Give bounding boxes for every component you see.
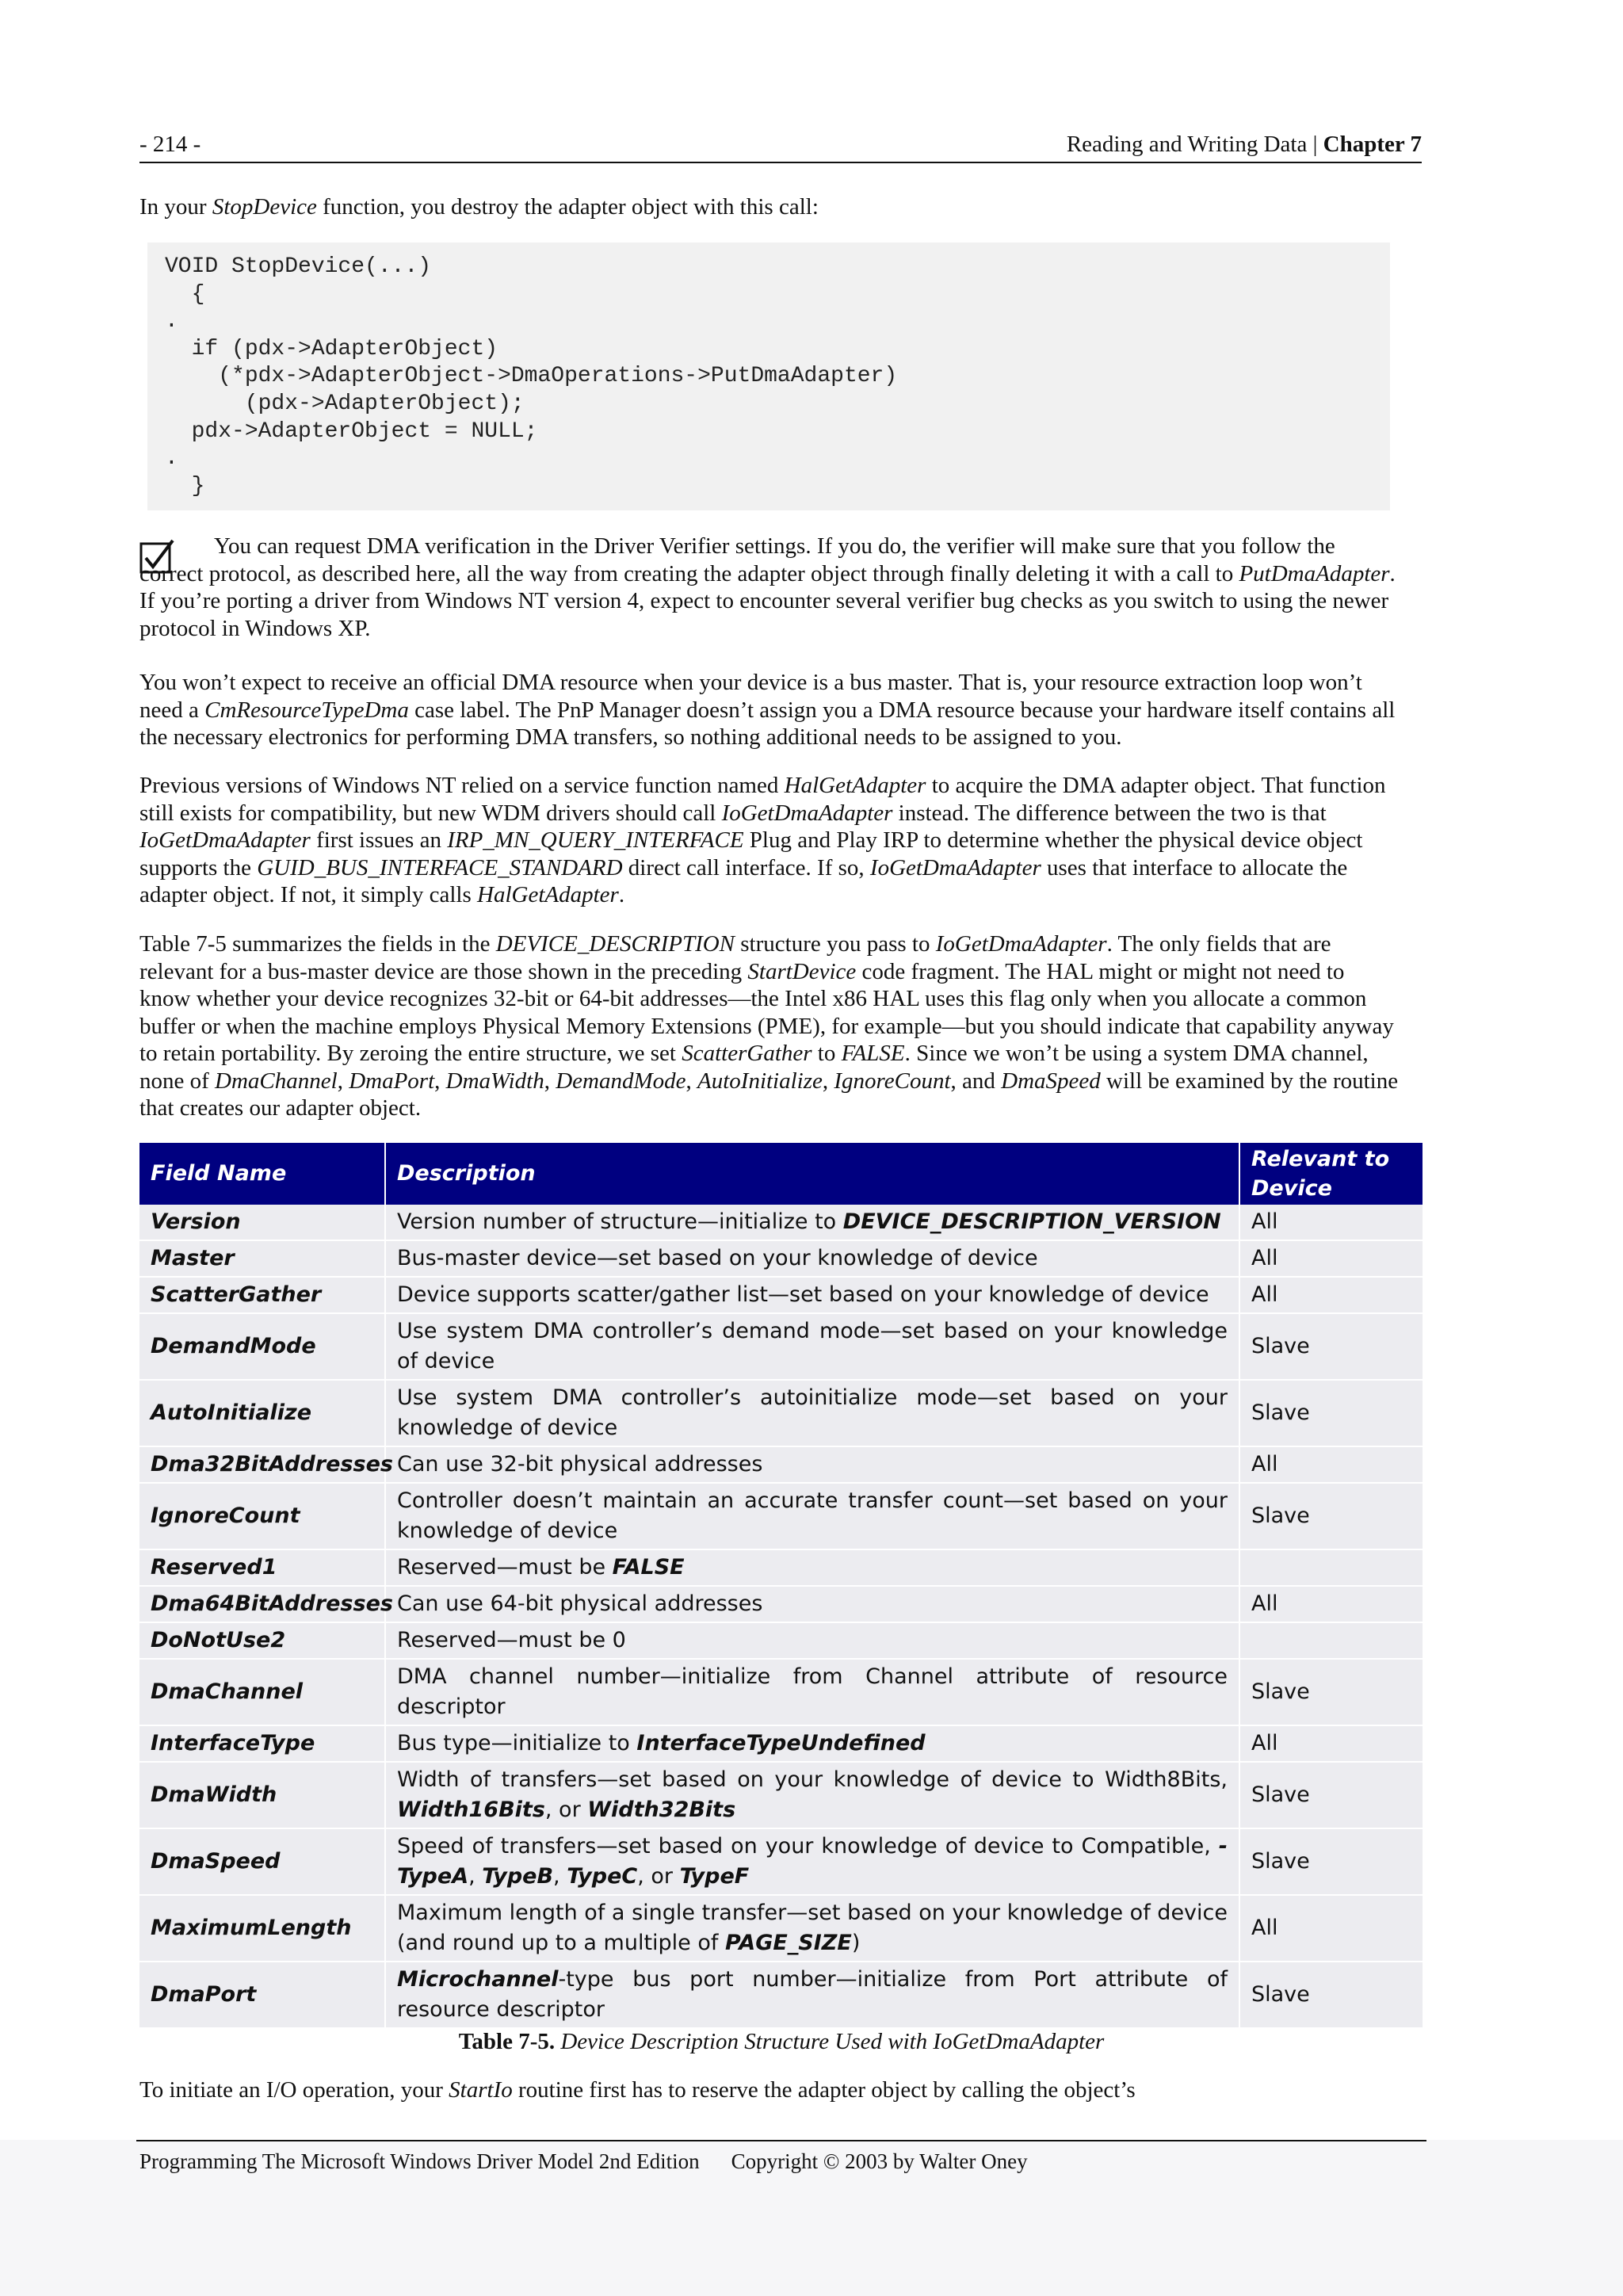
field-name: ScatterGather	[139, 1277, 385, 1313]
device-description-table	[139, 1143, 1424, 2029]
field-name: DmaWidth	[139, 1762, 385, 1828]
table-row	[139, 1895, 1423, 1962]
field-description: DMA channel number—initialize from Channel attribute of resource descriptor	[385, 1659, 1239, 1725]
field-name: Dma64BitAddresses	[139, 1586, 385, 1622]
book-title: Programming The Microsoft Windows Driver Model 2nd Edition	[139, 2149, 700, 2173]
footer-rule	[136, 2140, 1426, 2141]
field-description: Microchannel-type bus port number—initialize from Port attribute of resource descriptor	[385, 1962, 1239, 2028]
code-block: VOID StopDevice(...) { . if (pdx->AdapterObject) (*pdx->AdapterObject->DmaOperations->PutDmaAdapter) (pdx->AdapterObject); pdx->AdapterObject = NULL; . }	[147, 243, 1390, 510]
field-relevance: Slave	[1239, 1380, 1423, 1446]
field-relevance: All	[1239, 1725, 1423, 1762]
field-description: Bus-master device—set based on your knowledge of device	[385, 1240, 1239, 1277]
field-description: Controller doesn’t maintain an accurate transfer count—set based on your knowledge of device	[385, 1483, 1239, 1549]
page-number: - 214 -	[139, 132, 201, 157]
chapter-title: Reading and Writing Data | Chapter 7	[1066, 132, 1422, 157]
field-description: Bus type—initialize to InterfaceTypeUndefined	[385, 1725, 1239, 1762]
page-header	[139, 130, 1422, 163]
field-name: Reserved1	[139, 1549, 385, 1586]
field-name: DmaPort	[139, 1962, 385, 2028]
column-header-description: Description	[385, 1143, 1239, 1205]
field-relevance: All	[1239, 1446, 1423, 1483]
field-name: DmaChannel	[139, 1659, 385, 1725]
field-relevance: Slave	[1239, 1762, 1423, 1828]
field-relevance: Slave	[1239, 1313, 1423, 1380]
field-name: DemandMode	[139, 1313, 385, 1380]
field-relevance: All	[1239, 1205, 1423, 1240]
table-row	[139, 1962, 1423, 2028]
field-name: DmaSpeed	[139, 1828, 385, 1895]
table-row	[139, 1446, 1423, 1483]
table-row	[139, 1549, 1423, 1586]
table-row	[139, 1380, 1423, 1446]
field-name: MaximumLength	[139, 1895, 385, 1962]
page-footer	[139, 2149, 1028, 2174]
field-name: IgnoreCount	[139, 1483, 385, 1549]
field-name: Master	[139, 1240, 385, 1277]
table-header-row	[139, 1143, 1423, 1205]
field-relevance: All	[1239, 1240, 1423, 1277]
field-relevance: Slave	[1239, 1659, 1423, 1725]
field-description: Version number of structure—initialize to DEVICE_DESCRIPTION_VERSION	[385, 1205, 1239, 1240]
table-row	[139, 1622, 1423, 1659]
bus-master-paragraph: You won’t expect to receive an official DMA resource when your device is a bus master. That is, your resource extraction loop won’t need a CmResourceTypeDma case label. The PnP Manager doesn’t assign you a DMA resource because your hardware itself contains all the necessary electronics for performing DMA transfers, so nothing additional needs to be assigned to you.	[139, 670, 1396, 750]
startio-paragraph: To initiate an I/O operation, your StartIo routine first has to reserve the adapter object by calling the object’s	[139, 2077, 1136, 2103]
table-row	[139, 1483, 1423, 1549]
copyright: Copyright © 2003 by Walter Oney	[731, 2149, 1028, 2173]
field-relevance: Slave	[1239, 1962, 1423, 2028]
column-header-field-name: Field Name	[139, 1143, 385, 1205]
field-description: Width of transfers—set based on your knowledge of device to Width8Bits, Width16Bits, or Width32Bits	[385, 1762, 1239, 1828]
table-row	[139, 1725, 1423, 1762]
field-relevance: All	[1239, 1277, 1423, 1313]
field-relevance	[1239, 1549, 1423, 1586]
table-caption: Table 7-5. Device Description Structure Used with IoGetDmaAdapter	[458, 2029, 1105, 2054]
field-relevance: All	[1239, 1895, 1423, 1962]
field-description: Maximum length of a single transfer—set based on your knowledge of device (and round up to a multiple of PAGE_SIZE)	[385, 1895, 1239, 1962]
field-description: Can use 64-bit physical addresses	[385, 1586, 1239, 1622]
column-header-relevant: Relevant to Device	[1239, 1143, 1423, 1205]
field-description: Speed of transfers—set based on your knowledge of device to Compatible, -TypeA, TypeB, TypeC, or TypeF	[385, 1828, 1239, 1895]
field-description: Can use 32-bit physical addresses	[385, 1446, 1239, 1483]
field-relevance: Slave	[1239, 1483, 1423, 1549]
field-name: DoNotUse2	[139, 1622, 385, 1659]
field-description: Use system DMA controller’s autoinitialize mode—set based on your knowledge of device	[385, 1380, 1239, 1446]
field-description: Reserved—must be FALSE	[385, 1549, 1239, 1586]
table-row	[139, 1205, 1423, 1240]
field-description: Use system DMA controller’s demand mode—set based on your knowledge of device	[385, 1313, 1239, 1380]
verifier-note: You can request DMA verification in the Driver Verifier settings. If you do, the verifier will make sure that you follow the correct protocol, as described here, all the way from creating the adapter object through finally deleting it with a call to PutDmaAdapter. If you’re porting a driver from Windows NT version 4, expect to encounter several verifier bug checks as you switch to using the newer protocol in Windows XP.	[139, 533, 1396, 641]
field-description: Reserved—must be 0	[385, 1622, 1239, 1659]
field-name: AutoInitialize	[139, 1380, 385, 1446]
halgetadapter-paragraph: Previous versions of Windows NT relied on a service function named HalGetAdapter to acquire the DMA adapter object. That function still exists for compatibility, but new WDM drivers should call IoGetDmaAdapter instead. The difference between the two is that IoGetDmaAdapter first issues an IRP_MN_QUERY_INTERFACE Plug and Play IRP to determine whether the physical device object supports the GUID_BUS_INTERFACE_STANDARD direct call interface. If so, IoGetDmaAdapter uses that interface to allocate the adapter object. If not, it simply calls HalGetAdapter.	[139, 773, 1386, 907]
field-relevance	[1239, 1622, 1423, 1659]
field-name: Version	[139, 1205, 385, 1240]
table-row	[139, 1762, 1423, 1828]
table-row	[139, 1313, 1423, 1380]
table-row	[139, 1586, 1423, 1622]
device-description-paragraph: Table 7-5 summarizes the fields in the DEVICE_DESCRIPTION structure you pass to IoGetDmaAdapter. The only fields that are relevant for a bus-master device are those shown in the preceding StartDevice code fragment. The HAL might or might not need to know whether your device recognizes 32-bit or 64-bit addresses—the Intel x86 HAL uses this flag only when you allocate a common buffer or when the machine employs Physical Memory Extensions (PME), for example—but you should indicate that capability anyway to retain portability. By zeroing the entire structure, we set ScatterGather to FALSE. Since we won’t be using a system DMA channel, none of DmaChannel, DmaPort, DmaWidth, DemandMode, AutoInitialize, IgnoreCount, and DmaSpeed will be examined by the routine that creates our adapter object.	[139, 931, 1399, 1121]
table-row	[139, 1277, 1423, 1313]
field-relevance: All	[1239, 1586, 1423, 1622]
intro-paragraph: In your StopDevice function, you destroy the adapter object with this call:	[139, 194, 819, 220]
field-description: Device supports scatter/gather list—set based on your knowledge of device	[385, 1277, 1239, 1313]
field-name: Dma32BitAddresses	[139, 1446, 385, 1483]
field-name: InterfaceType	[139, 1725, 385, 1762]
field-relevance: Slave	[1239, 1828, 1423, 1895]
table-row	[139, 1240, 1423, 1277]
table-row	[139, 1659, 1423, 1725]
table-row	[139, 1828, 1423, 1895]
